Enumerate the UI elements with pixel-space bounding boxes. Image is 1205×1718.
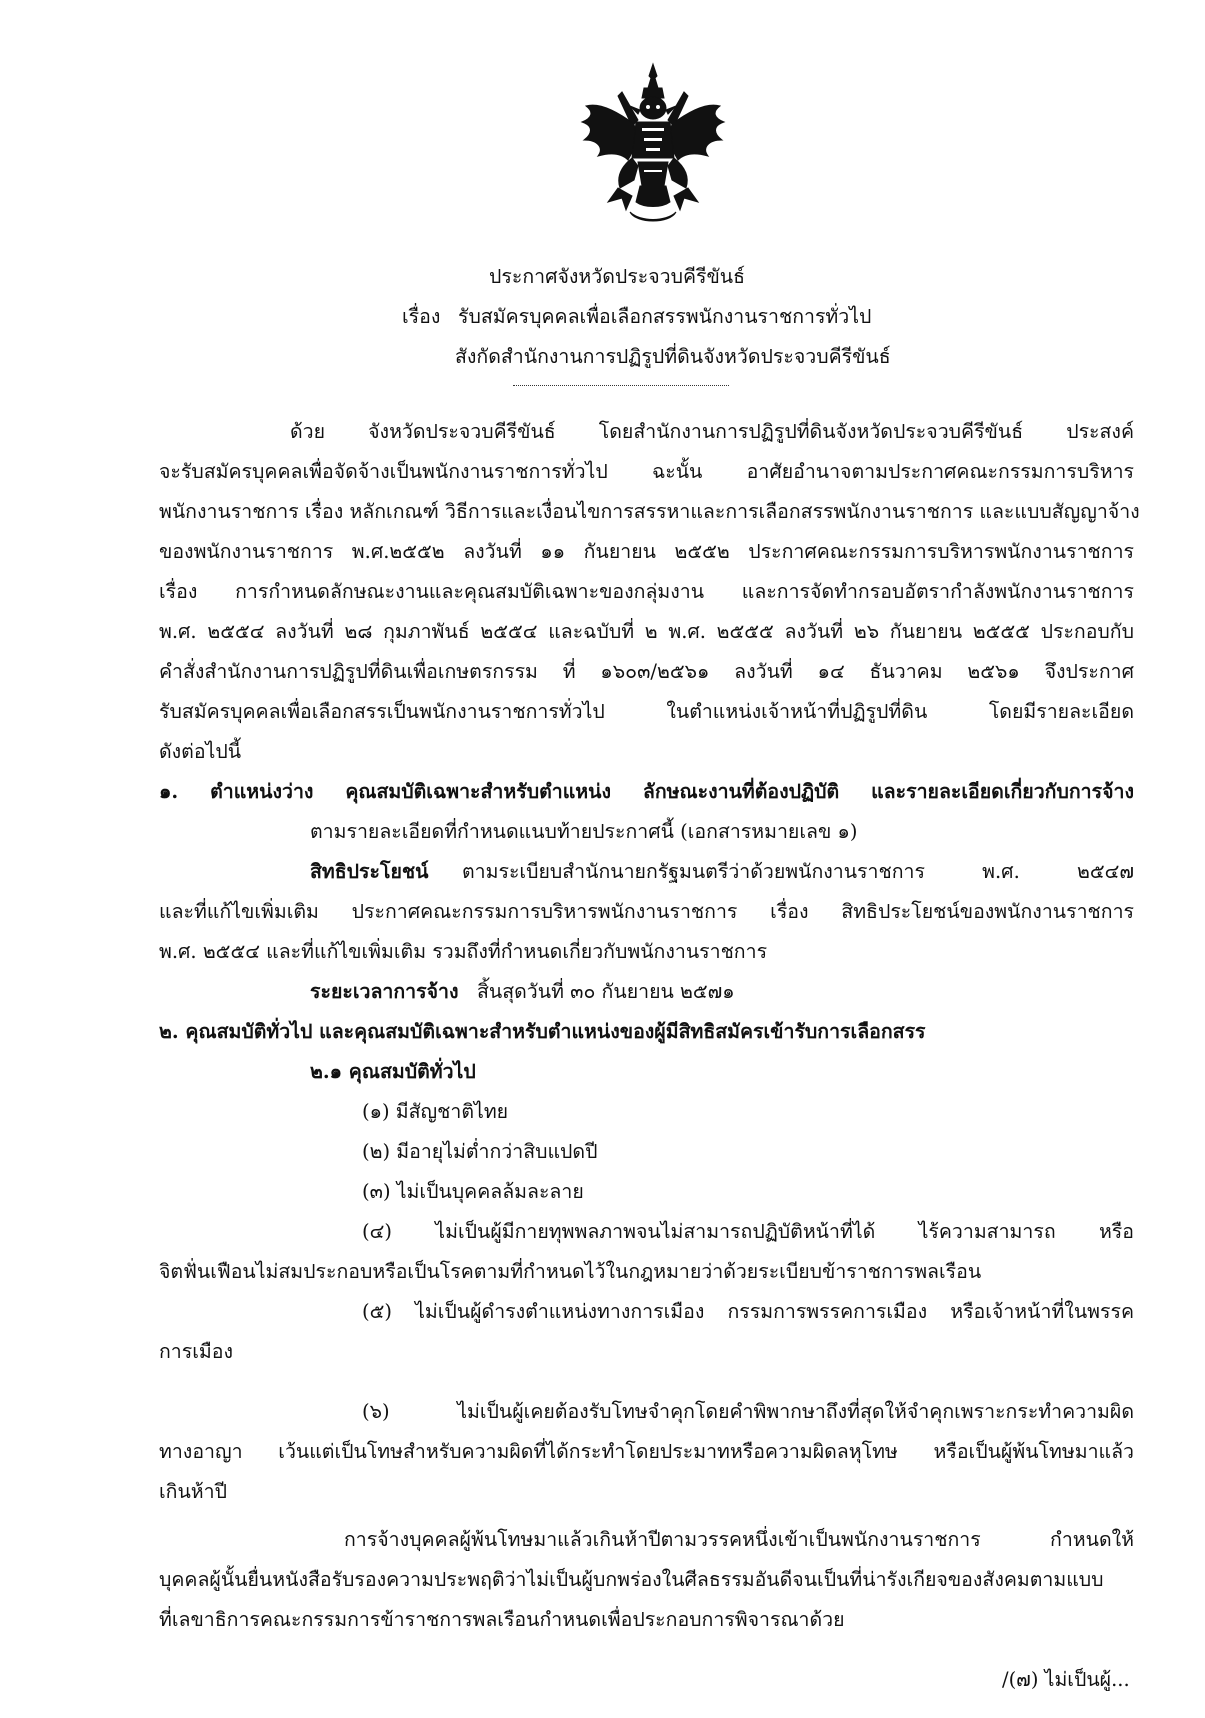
- qualification-item-1: (๑) มีสัญชาติไทย: [362, 1100, 509, 1123]
- benefit-line-1: ตามระเบียบสำนักนายกรัฐมนตรีว่าด้วยพนักงานราชการ พ.ศ. ๒๕๔๗: [462, 860, 1134, 883]
- intro-line-2: จะรับสมัครบุคคลเพื่อจัดจ้างเป็นพนักงานราชการทั่วไป ฉะนั้น อาศัยอำนาจตามประกาศคณะกรรมการบริหาร: [159, 460, 1134, 483]
- benefit-label: สิทธิประโยชน์: [310, 860, 429, 883]
- section-2-heading: ๒. คุณสมบัติทั่วไป และคุณสมบัติเฉพาะสำหรับตำแหน่งของผู้มีสิทธิสมัครเข้ารับการเลือกสรร: [159, 1020, 926, 1043]
- intro-line-1: ด้วย จังหวัดประจวบคีรีขันธ์ โดยสำนักงานการปฏิรูปที่ดินจังหวัดประจวบคีรีขันธ์ ประสงค์: [290, 420, 1134, 443]
- subject-line-1: รับสมัครบุคคลเพื่อเลือกสรรพนักงานราชการทั่วไป: [458, 305, 872, 328]
- qualification-item-4-line-1: (๔) ไม่เป็นผู้มีกายทุพพลภาพจนไม่สามารถปฏิบัติหน้าที่ได้ ไร้ความสามารถ หรือ: [362, 1220, 1134, 1243]
- note-line-3: ที่เลขาธิการคณะกรรมการข้าราชการพลเรือนกำหนดเพื่อประกอบการพิจารณาด้วย: [159, 1608, 845, 1631]
- title-separator: [513, 385, 729, 386]
- note-line-1: การจ้างบุคคลผู้พ้นโทษมาแล้วเกินห้าปีตามวรรคหนึ่งเข้าเป็นพนักงานราชการ กำหนดให้: [344, 1528, 1134, 1551]
- subject-label: เรื่อง: [402, 305, 441, 328]
- intro-line-3: พนักงานราชการ เรื่อง หลักเกณฑ์ วิธีการและเงื่อนไขการสรรหาและการเลือกสรรพนักงานราชการ และแบบสัญญาจ้าง: [159, 500, 1140, 523]
- intro-line-9: ดังต่อไปนี้: [159, 740, 242, 763]
- section-1-heading: ๑. ตำแหน่งว่าง คุณสมบัติเฉพาะสำหรับตำแหน่ง ลักษณะงานที่ต้องปฏิบัติ และรายละเอียดเกี่ยวกับการจ้าง: [159, 780, 1134, 803]
- qualification-item-6-line-1: (๖) ไม่เป็นผู้เคยต้องรับโทษจำคุกโดยคำพิพากษาถึงที่สุดให้จำคุกเพราะกระทำความผิด: [362, 1400, 1134, 1423]
- document-title: ประกาศจังหวัดประจวบคีรีขันธ์: [489, 265, 746, 288]
- intro-line-7: คำสั่งสำนักงานการปฏิรูปที่ดินเพื่อเกษตรกรรม ที่ ๑๖๐๓/๒๕๖๑ ลงวันที่ ๑๔ ธันวาคม ๒๕๖๑ จึงประกาศ: [159, 660, 1134, 683]
- note-line-2: บุคคลผู้นั้นยื่นหนังสือรับรองความประพฤติว่าไม่เป็นผู้บกพร่องในศีลธรรมอันดีจนเป็นที่น่ารังเกียจของสังคมตามแบบ: [159, 1568, 1104, 1591]
- qualification-item-6-line-3: เกินห้าปี: [159, 1480, 227, 1503]
- qualification-item-6-line-2: ทางอาญา เว้นแต่เป็นโทษสำหรับความผิดที่ได้กระทำโดยประมาทหรือความผิดลหุโทษ หรือเป็นผู้พ้นโทษมาแล้ว: [159, 1440, 1134, 1463]
- benefit-line-3: พ.ศ. ๒๕๕๔ และที่แก้ไขเพิ่มเติม รวมถึงที่กำหนดเกี่ยวกับพนักงานราชการ: [159, 940, 768, 963]
- period-value: สิ้นสุดวันที่ ๓๐ กันยายน ๒๕๗๑: [477, 980, 735, 1003]
- intro-line-5: เรื่อง การกำหนดลักษณะงานและคุณสมบัติเฉพาะของกลุ่มงาน และการจัดทำกรอบอัตรากำลังพนักงานราชการ: [159, 580, 1134, 603]
- intro-line-8: รับสมัครบุคคลเพื่อเลือกสรรเป็นพนักงานราชการทั่วไป ในตำแหน่งเจ้าหน้าที่ปฏิรูปที่ดิน โดยมีรายละเอียด: [159, 700, 1134, 723]
- continuation-marker: /(๗) ไม่เป็นผู้...: [1002, 1668, 1130, 1691]
- qualification-item-5-line-2: การเมือง: [159, 1340, 233, 1363]
- intro-line-6: พ.ศ. ๒๕๕๔ ลงวันที่ ๒๘ กุมภาพันธ์ ๒๕๕๔ และฉบับที่ ๒ พ.ศ. ๒๕๕๕ ลงวันที่ ๒๖ กันยายน ๒๕๕๕ ประกอบกับ: [159, 620, 1134, 643]
- garuda-emblem-icon: [578, 62, 728, 230]
- qualification-item-4-line-2: จิตฟั่นเฟือนไม่สมประกอบหรือเป็นโรคตามที่กำหนดไว้ในกฎหมายว่าด้วยระเบียบข้าราชการพลเรือน: [159, 1260, 982, 1283]
- section-1-detail: ตามรายละเอียดที่กำหนดแนบท้ายประกาศนี้ (เอกสารหมายเลข ๑): [310, 820, 858, 843]
- intro-line-4: ของพนักงานราชการ พ.ศ.๒๕๕๒ ลงวันที่ ๑๑ กันยายน ๒๕๕๒ ประกาศคณะกรรมการบริหารพนักงานราชการ: [159, 540, 1134, 563]
- qualification-item-3: (๓) ไม่เป็นบุคคลล้มละลาย: [362, 1180, 584, 1203]
- subject-line-2: สังกัดสำนักงานการปฏิรูปที่ดินจังหวัดประจวบคีรีขันธ์: [455, 345, 891, 368]
- period-label: ระยะเวลาการจ้าง: [310, 980, 459, 1003]
- section-2-1-heading: ๒.๑ คุณสมบัติทั่วไป: [310, 1060, 476, 1083]
- qualification-item-5-line-1: (๕) ไม่เป็นผู้ดำรงตำแหน่งทางการเมือง กรรมการพรรคการเมือง หรือเจ้าหน้าที่ในพรรค: [362, 1300, 1134, 1323]
- benefit-line-2: และที่แก้ไขเพิ่มเติม ประกาศคณะกรรมการบริหารพนักงานราชการ เรื่อง สิทธิประโยชน์ของพนักงานราชการ: [159, 900, 1134, 923]
- qualification-item-2: (๒) มีอายุไม่ต่ำกว่าสิบแปดปี: [362, 1140, 598, 1163]
